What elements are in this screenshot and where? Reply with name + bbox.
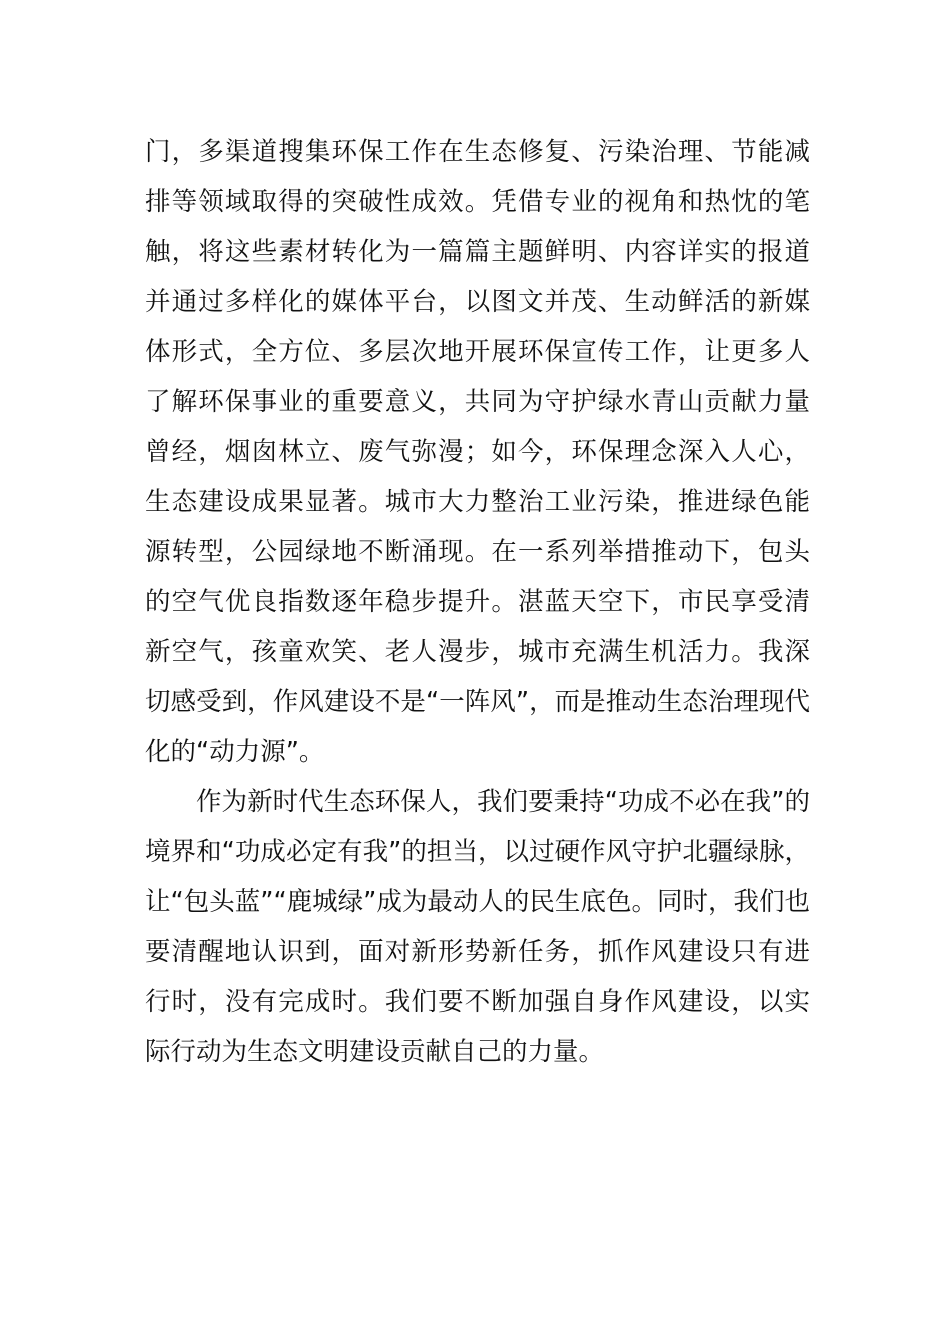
text-line: 行时，没有完成时。我们要不断加强自身作风建设，以实 [145,987,810,1017]
paragraph [145,777,810,1077]
text-line: 并通过多样化的媒体平台，以图文并茂、生动鲜活的新媒 [145,287,810,317]
text-line: 源转型，公园绿地不断涌现。在一系列举措推动下，包头 [145,537,810,567]
text-line: 触，将这些素材转化为一篇篇主题鲜明、内容详实的报道 [145,237,810,267]
text-line: 化的“动力源”。 [145,737,325,767]
text-line: 生态建设成果显著。城市大力整治工业污染，推进绿色能 [145,487,810,517]
text-line: 的空气优良指数逐年稳步提升。湛蓝天空下，市民享受清 [145,587,810,617]
text-line: 让“包头蓝”“鹿城绿”成为最动人的民生底色。同时，我们也 [145,887,810,917]
body-text [145,127,810,1077]
text-line: 要清醒地认识到，面对新形势新任务，抓作风建设只有进 [145,937,810,967]
text-line: 体形式，全方位、多层次地开展环保宣传工作，让更多人 [145,337,810,367]
text-line: 门，多渠道搜集环保工作在生态修复、污染治理、节能减 [145,137,810,167]
text-line: 作为新时代生态环保人，我们要秉持“功成不必在我”的 [196,787,810,817]
text-line: 排等领域取得的突破性成效。凭借专业的视角和热忱的笔 [145,187,810,217]
text-line: 切感受到，作风建设不是“一阵风”，而是推动生态治理现代 [145,687,810,717]
paragraph [145,127,810,777]
text-line: 新空气，孩童欢笑、老人漫步，城市充满生机活力。我深 [145,637,810,667]
text-line: 了解环保事业的重要意义，共同为守护绿水青山贡献力量 [145,387,810,417]
text-line: 曾经，烟囱林立、废气弥漫；如今，环保理念深入人心， [145,437,810,467]
text-line: 境界和“功成必定有我”的担当，以过硬作风守护北疆绿脉， [145,837,810,867]
text-line: 际行动为生态文明建设贡献自己的力量。 [145,1037,605,1067]
